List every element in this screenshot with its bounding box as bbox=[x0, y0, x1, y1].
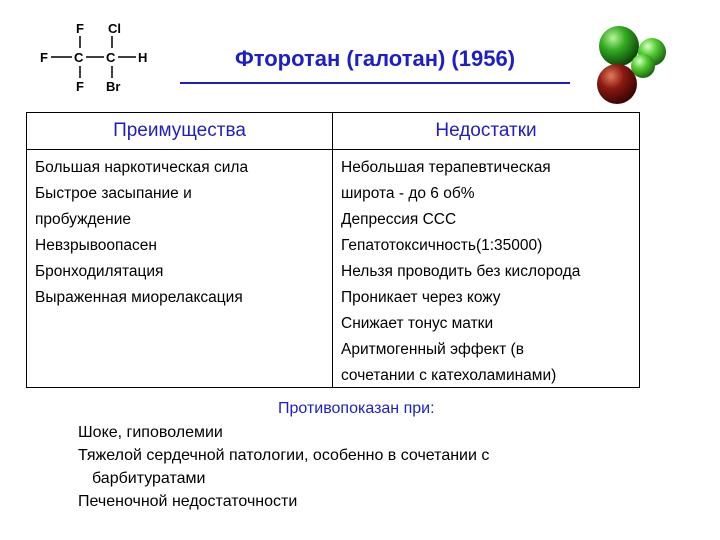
atom-sphere bbox=[631, 54, 655, 78]
title-underline bbox=[180, 82, 570, 84]
list-item: Быстрое засыпание и bbox=[35, 185, 192, 202]
page-title: Фторотан (галотан) (1956) bbox=[234, 46, 516, 71]
table-header-divider bbox=[27, 149, 639, 150]
list-item: Тяжелой сердечной патологии, особенно в сочетании с bbox=[78, 447, 490, 464]
list-item: барбитуратами bbox=[92, 470, 206, 487]
formula-atom-f-left: F bbox=[40, 50, 48, 65]
disadvantages-list bbox=[341, 155, 580, 389]
formula-atom-c1: C bbox=[74, 50, 84, 65]
table-column-divider bbox=[332, 113, 333, 387]
formula-atom-br: Br bbox=[106, 79, 121, 94]
list-item: Печеночной недостаточности bbox=[78, 493, 298, 510]
contraindications-list bbox=[78, 421, 489, 513]
list-item: Невзрывоопасен bbox=[35, 237, 157, 254]
advantages-header: Преимущества bbox=[113, 120, 246, 141]
molecule-model-image bbox=[595, 22, 675, 112]
list-item: Проникает через кожу bbox=[341, 289, 501, 306]
atom-sphere bbox=[597, 64, 637, 104]
formula-atom-cl: Cl bbox=[108, 21, 121, 36]
list-item: широта - до 6 об% bbox=[341, 185, 475, 202]
list-item: Нельзя проводить без кислорода bbox=[341, 263, 581, 280]
list-item: Бронходилятация bbox=[35, 263, 164, 280]
list-item: Депрессия ССС bbox=[341, 211, 457, 228]
advantages-list bbox=[35, 155, 248, 311]
list-item: Шоке, гиповолемии bbox=[78, 424, 223, 441]
formula-atom-f-top: F bbox=[76, 21, 84, 36]
list-item: сочетании с катехоламинами) bbox=[341, 367, 557, 384]
formula-atom-f-bottom: F bbox=[76, 79, 84, 94]
formula-atom-c2: C bbox=[106, 50, 116, 65]
formula-atom-h: H bbox=[138, 50, 148, 65]
list-item: Гепатотоксичность(1:35000) bbox=[341, 237, 543, 254]
disadvantages-header: Недостатки bbox=[435, 120, 537, 141]
halothane-structural-formula bbox=[36, 20, 156, 95]
list-item: Большая наркотическая сила bbox=[35, 159, 249, 176]
list-item: Аритмогенный эффект (в bbox=[341, 341, 524, 358]
list-item: Выраженная миорелаксация bbox=[35, 289, 243, 306]
contraindications-title: Противопоказан при: bbox=[278, 400, 435, 417]
comparison-table bbox=[26, 112, 640, 388]
list-item: пробуждение bbox=[35, 211, 131, 228]
list-item: Снижает тонус матки bbox=[341, 315, 494, 332]
list-item: Небольшая терапевтическая bbox=[341, 159, 551, 176]
